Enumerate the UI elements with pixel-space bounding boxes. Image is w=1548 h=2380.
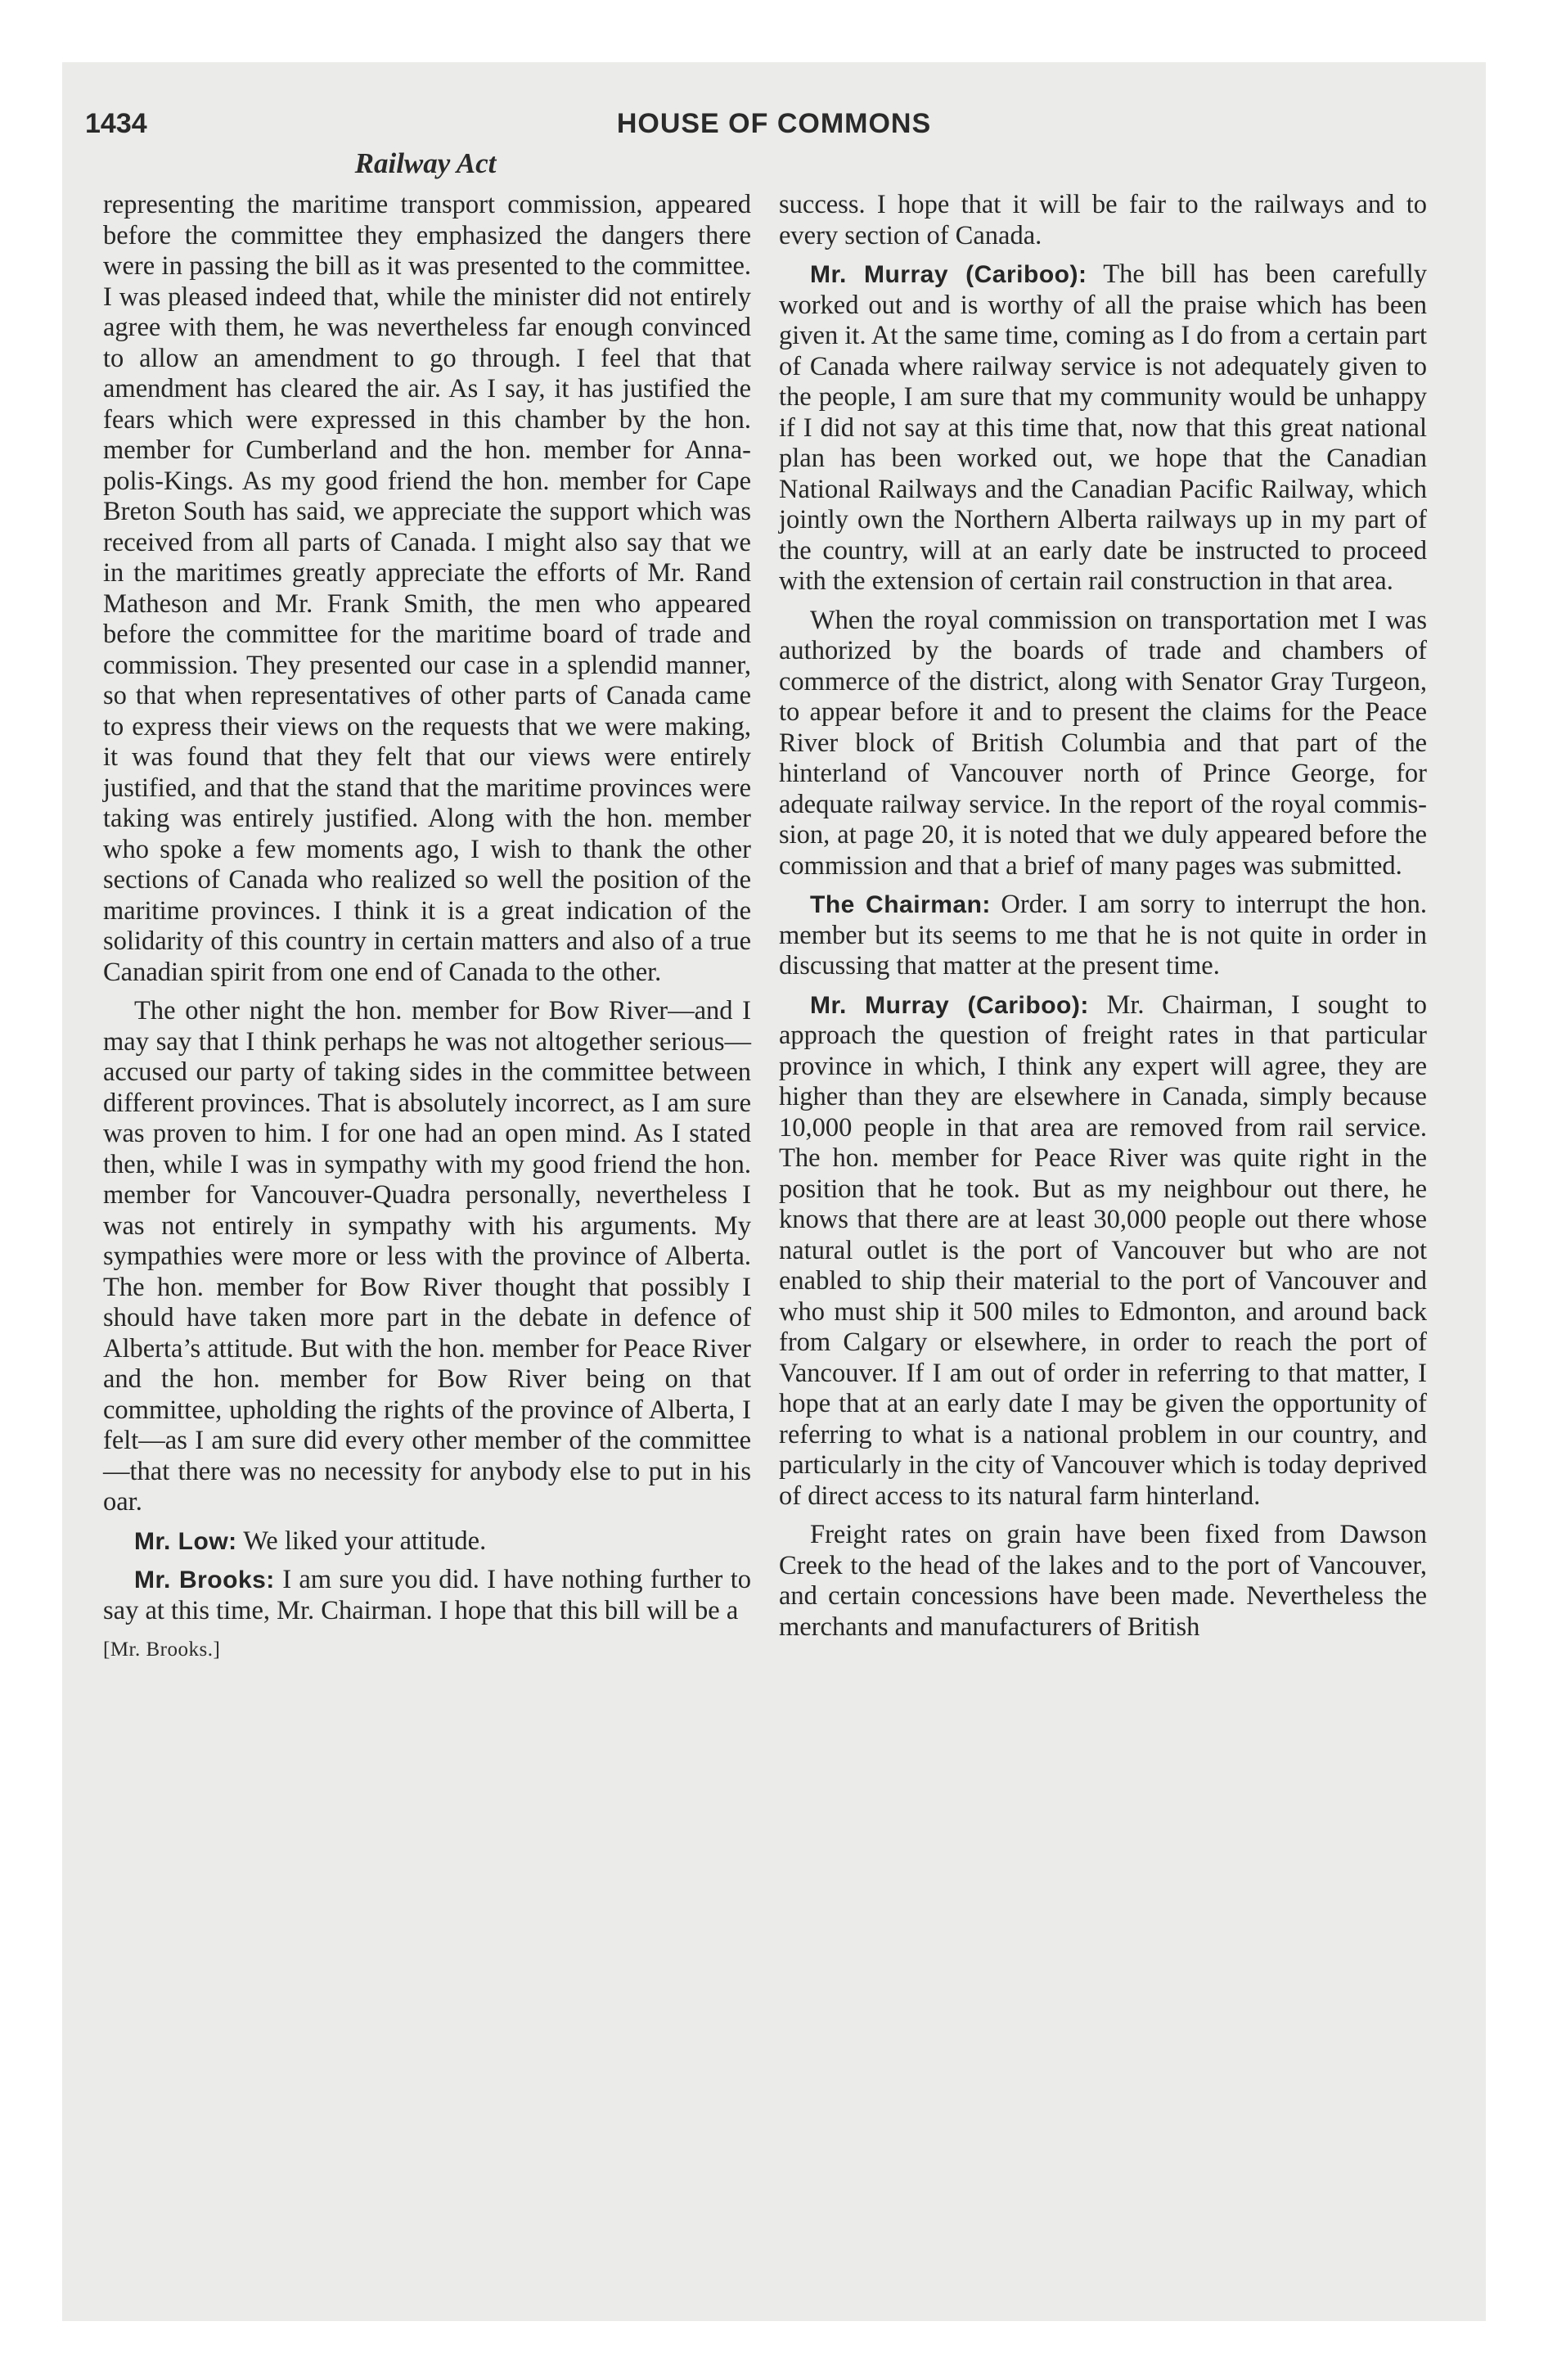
left-column <box>103 190 751 1662</box>
footer-speaker-attribution: [Mr. Brooks.] <box>103 1639 221 1661</box>
speech-text: I am sure you did. I have nothing further to say at this time, Mr. Chairman. I hope that this bill will be a <box>103 1565 752 1625</box>
page-number: 1434 <box>85 108 147 139</box>
section-title: Railway Act <box>354 147 497 179</box>
right-column <box>779 190 1427 1643</box>
speech-paragraph <box>103 1565 751 1626</box>
speaker-name: Mr. Murray (Cariboo): <box>810 261 1087 288</box>
running-head: HOUSE OF COMMONS <box>616 108 932 139</box>
paragraph: representing the maritime transport commission, appeared before the committee they emphasized the dangers there were in passing the bill as it was presented to the committee. I was pleased indeed that, while the minister did not entirely agree with them, he was nevertheless far enough convinced to allow an amendment to go through. I feel that that amendment has cleared the air. As I say, it has justified the fears which were expressed in this chamber by the hon. member for Cumberland and the hon. member for Annapolis-Kings. As my good friend the hon. member for Cape Breton South has said, we appreciate the support which was received from all parts of Canada. I might also say that we in the maritimes greatly appreciate the efforts of Mr. Rand Matheson and Mr. Frank Smith, the men who appeared before the committee for the maritime board of trade and commission. They presented our case in a splendid manner, so that when representatives of other parts of Canada came to express their views on the requests that we were making, it was found that they felt that our views were entirely justified, and that the stand that the maritime provinces were taking was entirely justified. Along with the hon. member who spoke a few moments ago, I wish to thank the other sections of Canada who realized so well the position of the maritime provinces. I think it is a great indication of the solidarity of this country in certain matters and also of a true Canadian spirit from one end of Canada to the other. <box>103 190 751 987</box>
paragraph: success. I hope that it will be fair to the railways and to every section of Canada. <box>779 190 1427 250</box>
paragraph: The other night the hon. member for Bow River—and I may say that I think perhaps he was not altogether serious—accused our party of taking sides in the committee between different provinces. That is absolutely incorrect, as I am sure was proven to him. I for one had an open mind. As I stated then, while I was in sympathy with my good friend the hon. member for Vancouver-Quadra personally, nevertheless I was not entirely in sympathy with his arguments. My sympathies were more or less with the province of Alberta. The hon. member for Bow River thought that possibly I should have taken more part in the debate in defence of Alberta’s attitude. But with the hon. member for Peace River and the hon. member for Bow River being on that committee, upholding the rights of the province of Alberta, I felt—as I am sure did every other member of the committee—that there was no necessity for anybody else to put in his oar. <box>103 996 751 1517</box>
speech-paragraph <box>779 990 1427 1512</box>
speech-text: We liked your attitude. <box>243 1526 487 1556</box>
paragraph: When the royal commission on transportation met I was authorized by the boards of trade and chambers of commerce of the district, along with Senator Gray Turgeon, to appear before it and to present the claims for the Peace River block of British Columbia and that part of the hinterland of Vancouver north of Prince George, for adequate railway service. In the report of the royal commission, at page 20, it is noted that we duly appeared before the commission and that a brief of many pages was submitted. <box>779 605 1427 881</box>
speaker-name: The Chairman: <box>810 891 991 918</box>
speaker-name: Mr. Murray (Cariboo): <box>810 991 1089 1019</box>
speech-text: The bill has been carefully worked out and is worthy of all the praise which has been given it. At the same time, coming as I do from a certain part of Canada where railway service is not adequately given to the people, I am sure that my community would be unhappy if I did not say at this time that, now that this great national plan has been worked out, we hope that the Canadian National Railways and the Canadian Pacific Railway, which jointly own the Northern Alberta railways up in my part of the country, will at an early date be instructed to proceed with the extension of certain rail construction in that area. <box>779 259 1427 596</box>
speech-text: Order. I am sorry to interrupt the hon. member but its seems to me that he is not quite in order in discussing that matter at the present time. <box>779 890 1428 980</box>
speech-paragraph <box>779 259 1427 597</box>
speaker-name: Mr. Low: <box>134 1527 237 1555</box>
speech-text: Mr. Chairman, I sought to approach the question of freight rates in that particular province in which, I think any expert will agree, they are higher than they are elsewhere in Canada, simply because 10,000 people in that area are removed from rail service. The hon. member for Peace River was quite right in the position that he took. But as my neighbour out there, he knows that there are at least 30,000 people out there whose natural outlet is the port of Vancouver but who are not enabled to ship their material to the port of Vancouver and who must ship it 500 miles to Edmonton, and around back from Calgary or elsewhere, in order to reach the port of Vancouver. If I am out of order in referring to that matter, I hope that at an early date I may be given the opportunity of referring to what is a national problem in our country, and particularly in the city of Vancouver which is today deprived of direct access to its natural farm hinterland. <box>779 989 1427 1511</box>
speech-paragraph <box>779 890 1427 982</box>
paragraph: Freight rates on grain have been fixed from Dawson Creek to the head of the lakes and to the port of Vancouver, and certain concessions have been made. Nevertheless the merchants and manufacturers of British <box>779 1520 1427 1642</box>
speech-paragraph <box>103 1526 751 1557</box>
speaker-name: Mr. Brooks: <box>134 1566 275 1593</box>
